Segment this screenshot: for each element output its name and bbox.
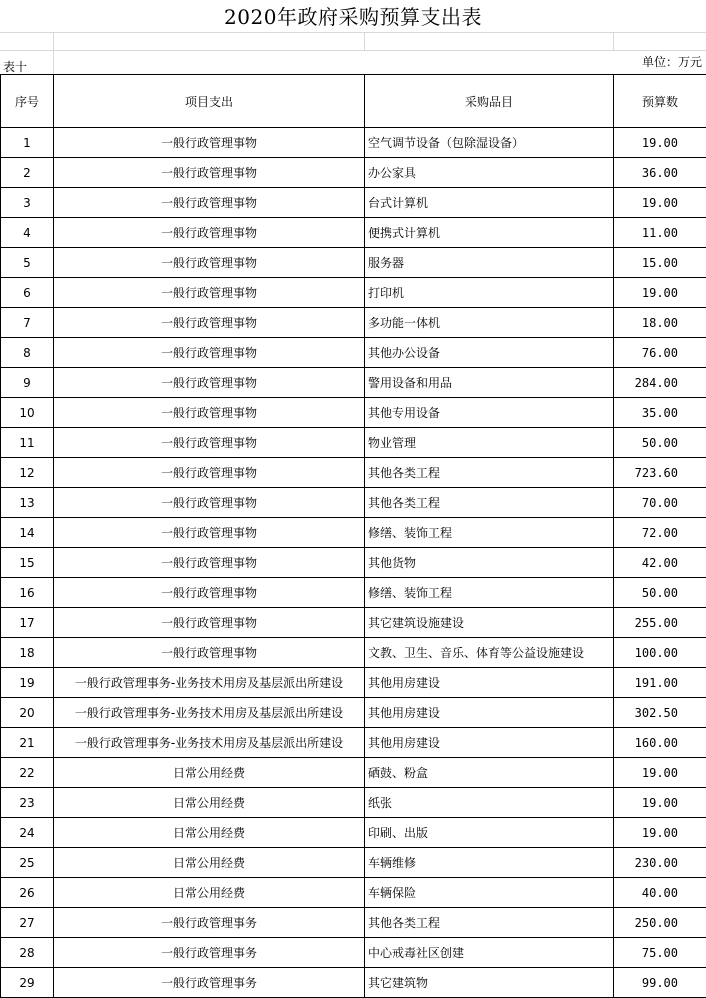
row-project: 一般行政管理事物 (54, 578, 365, 608)
row-index: 13 (1, 488, 54, 518)
row-item: 物业管理 (365, 428, 614, 458)
table-row (1, 638, 706, 668)
row-project: 一般行政管理事物 (54, 428, 365, 458)
row-index: 6 (1, 278, 54, 308)
row-project: 一般行政管理事物 (54, 188, 365, 218)
row-item: 其他专用设备 (365, 398, 614, 428)
table-row (1, 458, 706, 488)
row-index: 4 (1, 218, 54, 248)
table-label: 表十 (3, 60, 28, 74)
row-project: 一般行政管理事务 (54, 938, 365, 968)
table-row (1, 788, 706, 818)
row-project: 一般行政管理事物 (54, 128, 365, 158)
row-index: 14 (1, 518, 54, 548)
row-budget: 255.00 (614, 608, 706, 638)
row-index: 16 (1, 578, 54, 608)
table-row (1, 428, 706, 458)
row-budget: 50.00 (614, 578, 706, 608)
table-row (1, 668, 706, 698)
row-project: 一般行政管理事物 (54, 338, 365, 368)
row-item: 其他用房建设 (365, 668, 614, 698)
row-index: 5 (1, 248, 54, 278)
row-item: 其他各类工程 (365, 458, 614, 488)
row-index: 22 (1, 758, 54, 788)
table-row (1, 578, 706, 608)
row-index: 9 (1, 368, 54, 398)
row-item: 其它建筑设施建设 (365, 608, 614, 638)
row-project: 一般行政管理事物 (54, 458, 365, 488)
header-index: 序号 (1, 75, 54, 128)
row-budget: 250.00 (614, 908, 706, 938)
row-item: 其他各类工程 (365, 488, 614, 518)
row-budget: 76.00 (614, 338, 706, 368)
row-project: 日常公用经费 (54, 788, 365, 818)
row-budget: 18.00 (614, 308, 706, 338)
gridline (53, 32, 54, 74)
row-item: 其他办公设备 (365, 338, 614, 368)
row-index: 23 (1, 788, 54, 818)
row-project: 一般行政管理事务-业务技术用房及基层派出所建设 (54, 728, 365, 758)
row-index: 11 (1, 428, 54, 458)
row-item: 空气调节设备（包除湿设备） (365, 128, 614, 158)
table-row (1, 248, 706, 278)
row-budget: 230.00 (614, 848, 706, 878)
row-index: 21 (1, 728, 54, 758)
row-project: 一般行政管理事务 (54, 908, 365, 938)
row-budget: 19.00 (614, 278, 706, 308)
header-budget: 预算数 (614, 75, 706, 128)
row-project: 一般行政管理事务 (54, 968, 365, 998)
table-row (1, 368, 706, 398)
table-row (1, 728, 706, 758)
table-row (1, 218, 706, 248)
row-project: 一般行政管理事物 (54, 518, 365, 548)
row-item: 其他用房建设 (365, 728, 614, 758)
row-index: 25 (1, 848, 54, 878)
row-index: 24 (1, 818, 54, 848)
row-project: 日常公用经费 (54, 818, 365, 848)
row-item: 文教、卫生、音乐、体育等公益设施建设 (365, 638, 614, 668)
row-item: 打印机 (365, 278, 614, 308)
table-row (1, 398, 706, 428)
table-row (1, 938, 706, 968)
row-item: 台式计算机 (365, 188, 614, 218)
row-budget: 75.00 (614, 938, 706, 968)
row-item: 纸张 (365, 788, 614, 818)
table-row (1, 608, 706, 638)
row-item: 服务器 (365, 248, 614, 278)
row-item: 车辆维修 (365, 848, 614, 878)
row-budget: 191.00 (614, 668, 706, 698)
table-row (1, 968, 706, 998)
table-row (1, 158, 706, 188)
row-item: 办公家具 (365, 158, 614, 188)
row-budget: 36.00 (614, 158, 706, 188)
row-project: 一般行政管理事物 (54, 638, 365, 668)
row-budget: 284.00 (614, 368, 706, 398)
row-index: 3 (1, 188, 54, 218)
row-budget: 15.00 (614, 248, 706, 278)
row-budget: 11.00 (614, 218, 706, 248)
row-budget: 19.00 (614, 128, 706, 158)
row-budget: 42.00 (614, 548, 706, 578)
row-project: 日常公用经费 (54, 878, 365, 908)
table-row (1, 758, 706, 788)
row-project: 一般行政管理事物 (54, 278, 365, 308)
table-row (1, 908, 706, 938)
row-index: 28 (1, 938, 54, 968)
row-project: 一般行政管理事物 (54, 398, 365, 428)
gridline (613, 32, 614, 50)
row-item: 警用设备和用品 (365, 368, 614, 398)
gridline (0, 50, 706, 51)
row-project: 一般行政管理事物 (54, 218, 365, 248)
row-budget: 99.00 (614, 968, 706, 998)
table-row (1, 818, 706, 848)
row-budget: 70.00 (614, 488, 706, 518)
page-title: 2020年政府采购预算支出表 (224, 5, 482, 29)
row-item: 中心戒毒社区创建 (365, 938, 614, 968)
row-project: 日常公用经费 (54, 758, 365, 788)
row-project: 一般行政管理事物 (54, 488, 365, 518)
row-index: 26 (1, 878, 54, 908)
row-budget: 302.50 (614, 698, 706, 728)
table-row (1, 548, 706, 578)
row-budget: 50.00 (614, 428, 706, 458)
gridline (364, 32, 365, 50)
row-item: 车辆保险 (365, 878, 614, 908)
row-index: 20 (1, 698, 54, 728)
row-budget: 19.00 (614, 788, 706, 818)
unit-label: 单位：万元 (641, 55, 702, 69)
row-item: 其它建筑物 (365, 968, 614, 998)
budget-table (0, 74, 706, 998)
row-index: 29 (1, 968, 54, 998)
row-project: 一般行政管理事物 (54, 158, 365, 188)
row-item: 其他货物 (365, 548, 614, 578)
row-project: 一般行政管理事物 (54, 248, 365, 278)
row-item: 其他各类工程 (365, 908, 614, 938)
row-index: 17 (1, 608, 54, 638)
row-budget: 72.00 (614, 518, 706, 548)
row-project: 一般行政管理事务-业务技术用房及基层派出所建设 (54, 698, 365, 728)
row-index: 12 (1, 458, 54, 488)
row-project: 一般行政管理事物 (54, 308, 365, 338)
row-item: 多功能一体机 (365, 308, 614, 338)
header-item: 采购品目 (365, 75, 614, 128)
row-index: 18 (1, 638, 54, 668)
row-item: 硒鼓、粉盒 (365, 758, 614, 788)
table-row (1, 518, 706, 548)
row-project: 一般行政管理事物 (54, 548, 365, 578)
table-row (1, 338, 706, 368)
table-row (1, 128, 706, 158)
row-index: 19 (1, 668, 54, 698)
row-budget: 160.00 (614, 728, 706, 758)
row-item: 印刷、出版 (365, 818, 614, 848)
row-item: 其他用房建设 (365, 698, 614, 728)
table-row (1, 488, 706, 518)
row-project: 一般行政管理事物 (54, 608, 365, 638)
row-item: 便携式计算机 (365, 218, 614, 248)
row-budget: 723.60 (614, 458, 706, 488)
header-project: 项目支出 (54, 75, 365, 128)
row-budget: 100.00 (614, 638, 706, 668)
row-index: 1 (1, 128, 54, 158)
row-index: 15 (1, 548, 54, 578)
table-row (1, 308, 706, 338)
table-row (1, 278, 706, 308)
row-index: 2 (1, 158, 54, 188)
row-budget: 19.00 (614, 188, 706, 218)
row-index: 7 (1, 308, 54, 338)
row-item: 修缮、装饰工程 (365, 578, 614, 608)
row-item: 修缮、装饰工程 (365, 518, 614, 548)
row-index: 27 (1, 908, 54, 938)
row-project: 一般行政管理事务-业务技术用房及基层派出所建设 (54, 668, 365, 698)
table-row (1, 698, 706, 728)
row-budget: 35.00 (614, 398, 706, 428)
table-row (1, 848, 706, 878)
table-row (1, 188, 706, 218)
row-project: 日常公用经费 (54, 848, 365, 878)
table-body (1, 75, 706, 998)
row-index: 8 (1, 338, 54, 368)
table-row (1, 878, 706, 908)
table-header-row (1, 75, 706, 128)
row-budget: 19.00 (614, 818, 706, 848)
row-budget: 40.00 (614, 878, 706, 908)
row-index: 10 (1, 398, 54, 428)
row-budget: 19.00 (614, 758, 706, 788)
gridline (0, 32, 706, 33)
row-project: 一般行政管理事物 (54, 368, 365, 398)
